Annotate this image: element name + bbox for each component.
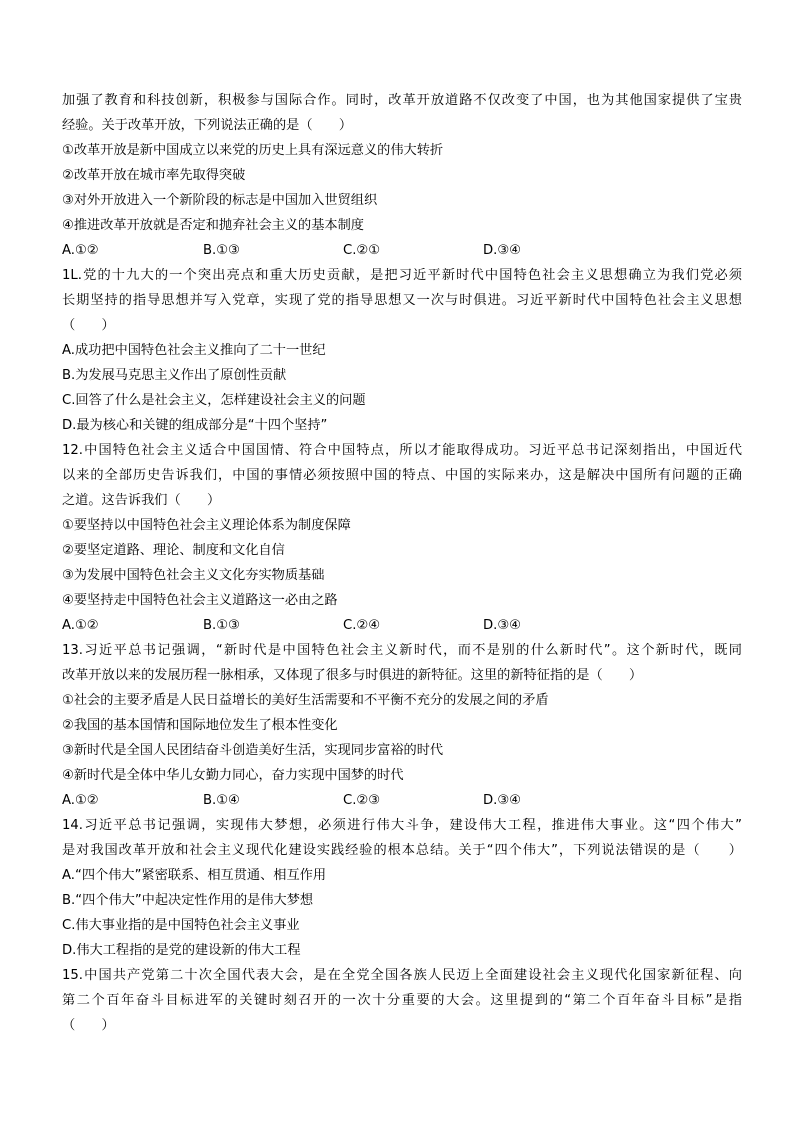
statement-3: ③对外开放进入一个新阶段的标志是中国加入世贸组织	[62, 193, 378, 208]
question-15	[62, 963, 742, 1038]
question-stem-line: 15.中国共产党第二十次全国代表大会，是在全党全国各族人民迈上全面建设社会主义现代化国家新征程、向	[62, 968, 742, 983]
question-11	[62, 263, 742, 438]
choice-b: B.“四个伟大”中起决定性作用的是伟大梦想	[62, 893, 314, 908]
statement-1: ①社会的主要矛盾是人民日益增长的美好生活需要和不平衡不充分的发展之间的矛盾	[62, 693, 549, 708]
question-13	[62, 638, 742, 813]
option-a: A.①②	[62, 793, 99, 808]
choice-d: D.伟大工程指的是党的建设新的伟大工程	[62, 943, 301, 958]
choice-c: C.回答了什么是社会主义，怎样建设社会主义的问题	[62, 393, 366, 408]
answer-options	[62, 238, 742, 263]
question-stem-line: 之道。这告诉我们（ ）	[62, 493, 221, 508]
option-d: D.③④	[483, 243, 521, 258]
question-stem-line: （ ）	[62, 1018, 115, 1033]
statement-1: ①改革开放是新中国成立以来党的历史上具有深远意义的伟大转折	[62, 143, 444, 158]
question-stem-line: 加强了教育和科技创新，积极参与国际合作。同时，改革开放道路不仅改变了中国，也为其他国家提供了宝贵	[62, 93, 742, 108]
choice-b: B.为发展马克思主义作出了原创性贡献	[62, 368, 287, 383]
statement-2: ②改革开放在城市率先取得突破	[62, 168, 246, 183]
choice-a: A.“四个伟大”紧密联系、相互贯通、相互作用	[62, 868, 327, 883]
option-b: B.①③	[203, 618, 240, 633]
question-10	[62, 88, 742, 263]
option-a: A.①②	[62, 243, 99, 258]
choice-c: C.伟大事业指的是中国特色社会主义事业	[62, 918, 300, 933]
option-b: B.①③	[203, 243, 240, 258]
statement-4: ④新时代是全体中华儿女勤力同心，奋力实现中国梦的时代	[62, 768, 404, 783]
choice-d: D.最为核心和关键的组成部分是“十四个坚持”	[62, 418, 328, 433]
option-c: C.②④	[343, 618, 381, 633]
statement-2: ②要坚定道路、理论、制度和文化自信	[62, 543, 285, 558]
statement-4: ④推进改革开放就是否定和抛弃社会主义的基本制度	[62, 218, 364, 233]
question-stem-line: 以来的全部历史告诉我们，中国的事情必须按照中国的特点、中国的实际来办，这是解决中国所有问题的正确	[62, 468, 742, 483]
question-stem-line: 12.中国特色社会主义适合中国国情、符合中国特点，所以才能取得成功。习近平总书记深刻指出，中国近代	[62, 443, 742, 458]
statement-1: ①要坚持以中国特色社会主义理论体系为制度保障	[62, 518, 351, 533]
question-stem-line: 1L.党的十九大的一个突出亮点和重大历史贡献，是把习近平新时代中国特色社会主义思想确立为我们党必须	[62, 268, 742, 283]
question-stem-line: 13.习近平总书记强调，“新时代是中国特色社会主义新时代，而不是别的什么新时代”。这个新时代，既同	[62, 643, 742, 658]
question-stem-line: 是对我国改革开放和社会主义现代化建设实践经验的根本总结。关于“四个伟大”，下列说法错误的是（ ）	[62, 843, 742, 858]
question-stem-line: 第二个百年奋斗目标进军的关键时刻召开的一次十分重要的大会。这里提到的“第二个百年奋斗目标”是指	[62, 993, 742, 1008]
answer-options	[62, 788, 742, 813]
question-stem-line: （ ）	[62, 318, 115, 333]
statement-2: ②我国的基本国情和国际地位发生了根本性变化	[62, 718, 338, 733]
option-c: C.②①	[343, 243, 381, 258]
question-14	[62, 813, 742, 963]
statement-3: ③新时代是全国人民团结奋斗创造美好生活，实现同步富裕的时代	[62, 743, 444, 758]
choice-a: A.成功把中国特色社会主义推向了二十一世纪	[62, 343, 326, 358]
page-content	[62, 88, 742, 1038]
option-c: C.②③	[343, 793, 381, 808]
option-b: B.①④	[203, 793, 240, 808]
question-stem-line: 改革开放以来的发展历程一脉相承，又体现了很多与时俱进的新特征。这里的新特征指的是（ ）	[62, 668, 643, 683]
question-12	[62, 438, 742, 638]
statement-4: ④要坚持走中国特色社会主义道路这一必由之路	[62, 593, 338, 608]
question-stem-line: 14.习近平总书记强调，实现伟大梦想，必须进行伟大斗争，建设伟大工程，推进伟大事业。这“四个伟大”	[62, 818, 742, 833]
statement-3: ③为发展中国特色社会主义文化夯实物质基础	[62, 568, 325, 583]
answer-options	[62, 613, 742, 638]
option-a: A.①②	[62, 618, 99, 633]
question-stem-line: 经验。关于改革开放，下列说法正确的是（ ）	[62, 118, 353, 133]
option-d: D.③④	[483, 793, 521, 808]
option-d: D.③④	[483, 618, 521, 633]
question-stem-line: 长期坚持的指导思想并写入党章，实现了党的指导思想又一次与时俱进。习近平新时代中国特色社会主义思想	[62, 293, 742, 308]
